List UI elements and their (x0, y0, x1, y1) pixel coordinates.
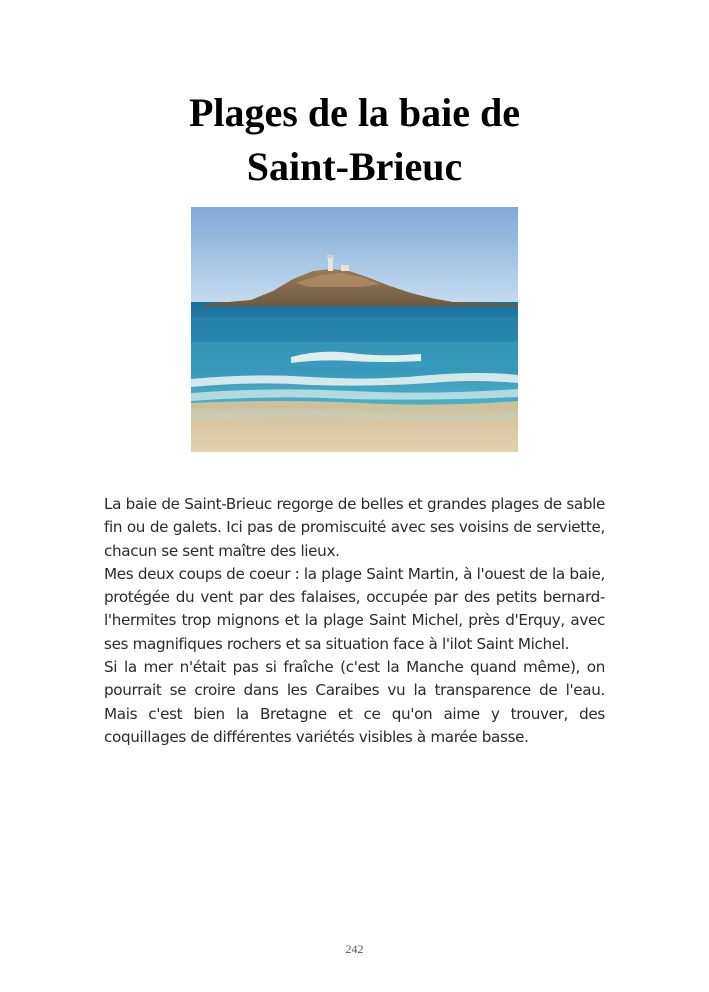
page-number: 242 (345, 942, 364, 956)
body-text (104, 493, 605, 749)
title-line-2: Saint-Brieuc (246, 144, 463, 189)
title-line-1: Plages de la baie de (188, 90, 521, 135)
beach-photo-illustration (191, 207, 518, 452)
paragraph-1: La baie de Saint-Brieuc regorge de belles et grandes plages de sable fin ou de galets. Ici pas de promiscuité avec ses voisins de serviette, chacun se sent maître des lieux. (104, 495, 605, 560)
paragraph-3: Si la mer n'était pas si fraîche (c'est la Manche quand même), on pourrait se croire dans les Caraibes vu la transparence de l'eau. Mais c'est bien la Bretagne et ce qu'on aime y trouver, des coquillages de différentes variétés visibles à marée basse. (104, 658, 605, 746)
page-title (100, 86, 609, 194)
paragraph-2: Mes deux coups de coeur : la plage Saint Martin, à l'ouest de la baie, protégée du vent par des falaises, occupée par des petits bernard-l'hermites trop mignons et la plage Saint Michel, près d'Erquy, avec ses magnifiques rochers et sa situation face à l'ilot Saint Michel. (104, 564, 605, 653)
beach-photo (191, 207, 518, 452)
